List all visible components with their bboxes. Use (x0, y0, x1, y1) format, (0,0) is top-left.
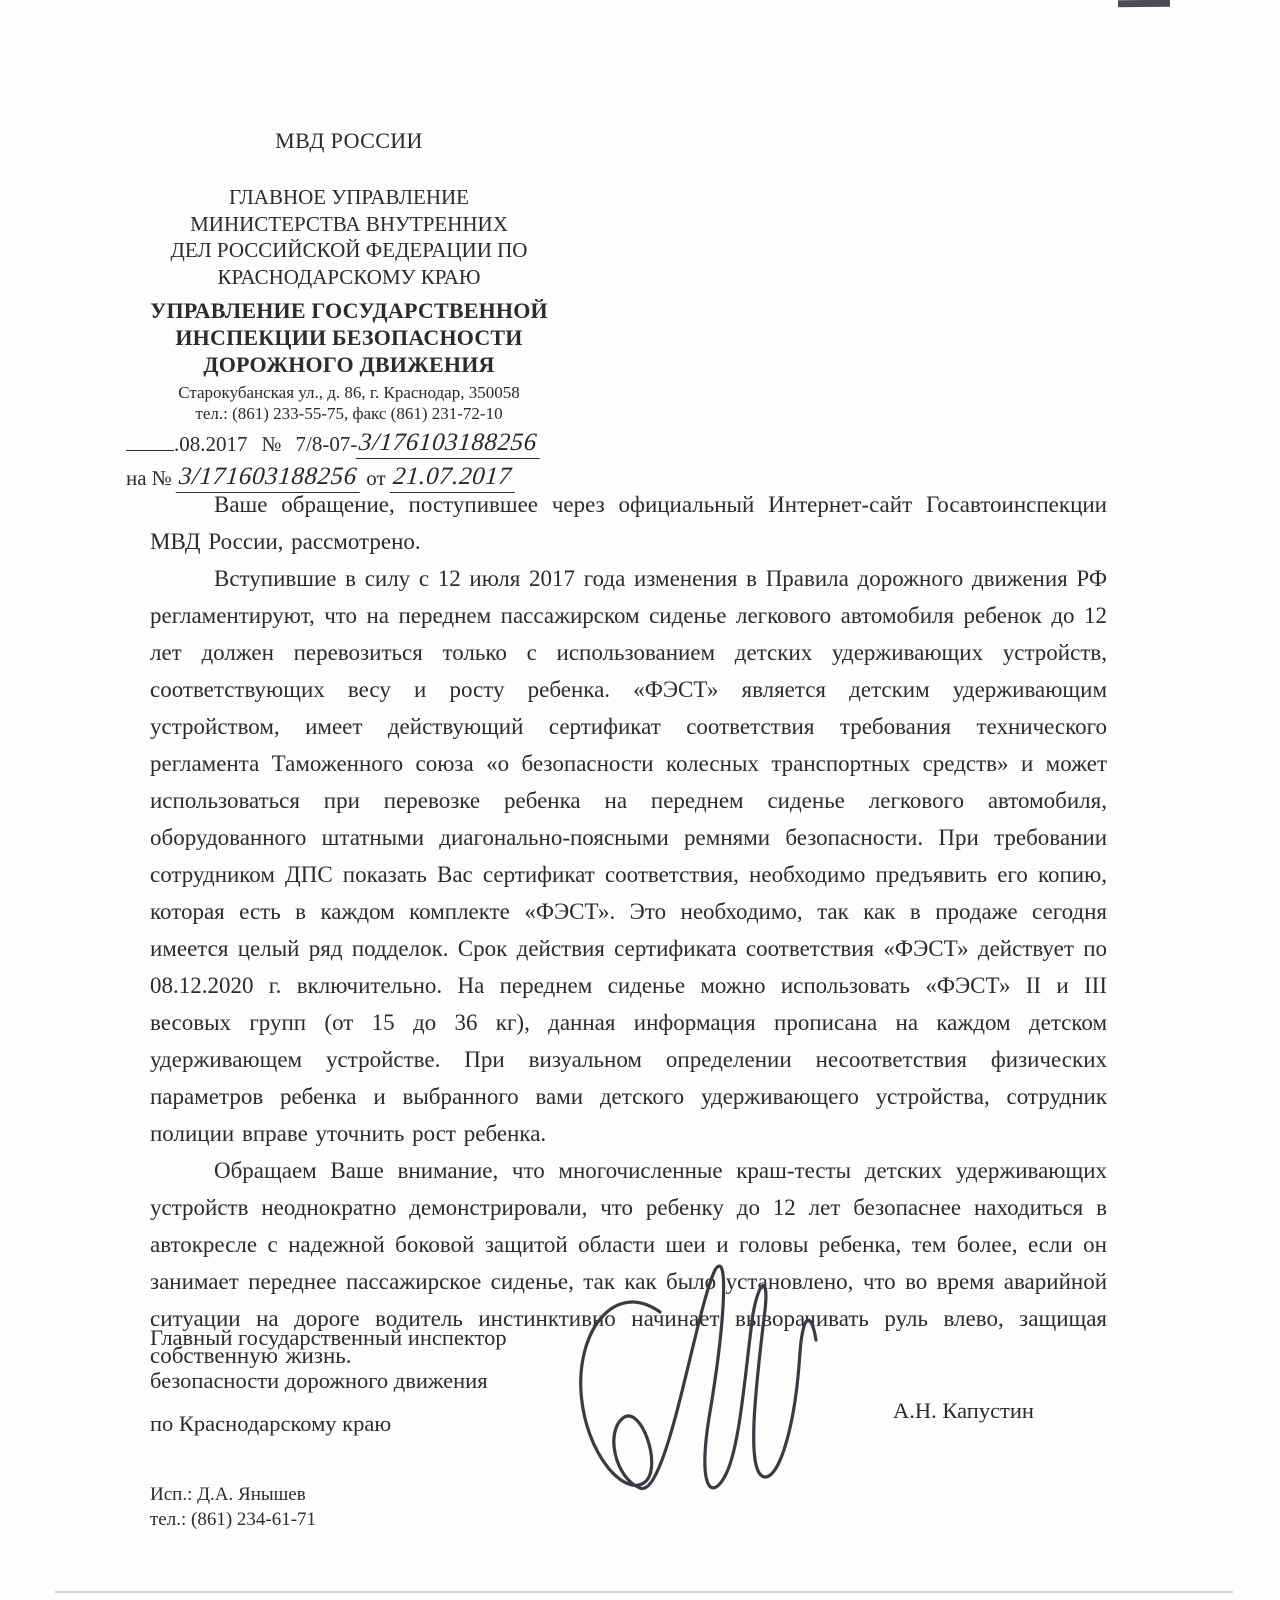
handwritten-signature (545, 1252, 845, 1504)
executor-name: Исп.: Д.А. Янышев (150, 1484, 306, 1505)
paragraph-main: Вступившие в силу с 12 июля 2017 года изменения в Правила дорожного движения РФ регламентируют, что на переднем пассажирском сиденье легкового автомобиля ребенок до 12 лет должен перевозиться только с использованием детских удерживающих устройств, соответствующих весу и росту ребенка. «ФЭСТ» является детским удерживающим устройством, имеет действующий сертификат соответствия требования технического регламента Таможенного союза «о безопасности колесных транспортных средств» и может использоваться при перевозке ребенка на переднем сиденье легкового автомобиля, оборудованного штатными диагонально-поясными ремнями безопасности. При требовании сотрудником ДПС показать Вас сертификат соответствия, необходимо предъявить его копию, которая есть в каждом комплекте «ФЭСТ». Это необходимо, так как в продаже сегодня имеется целый ряд подделок. Срок действия сертификата соответствия «ФЭСТ» действует по 08.12.2020 г. включительно. На переднем сиденье можно использовать «ФЭСТ» II и III весовых групп (от 15 до 36 кг), данная информация прописана на каждом детском удерживающем устройстве. При визуальном определении несоответствия физических параметров ребенка и выбранного вами детского удерживающего устройства, сотрудник полиции вправе уточнить рост ребенка. (150, 566, 1107, 1146)
org-line: МИНИСТЕРСТВА ВНУТРЕННИХ (190, 211, 508, 236)
signer-title-line: Главный государственный инспектор (150, 1325, 507, 1350)
doc-number-handwritten: 3/176103188256 (356, 429, 542, 459)
ref-date-handwritten: 21.07.2017 (390, 463, 517, 493)
number-sign: № (261, 432, 282, 456)
dept-line: ИНСПЕКЦИИ БЕЗОПАСНОСТИ (175, 325, 523, 350)
scan-artifact-bottom-line (55, 1591, 1233, 1593)
date-blank-field (126, 433, 174, 451)
org-line: ГЛАВНОЕ УПРАВЛЕНИЕ (228, 185, 469, 209)
org-line: КРАСНОДАРСКОМУ КРАЮ (217, 264, 481, 289)
department-name-block (126, 297, 572, 378)
executor-phone: тел.: (861) 234-61-71 (150, 1509, 317, 1530)
signer-title-line: безопасности дорожного движения (150, 1368, 488, 1393)
paragraph-note: Обращаем Ваше внимание, что многочисленные краш-тесты детских удерживающих устройств неоднократно демонстрировали, что ребенку до 12 лет безопаснее находиться в автокресле с надежной боковой защитой области шеи и головы ребенка, тем более, если он занимает переднее пассажирское сиденье, так как было установлено, что во время аварийной ситуации на дороге водитель инстинктивно начинает выворачивать руль влево, защищая собственную жизнь. (150, 1158, 1107, 1368)
letter-body (150, 486, 1107, 1374)
org-line: ДЕЛ РОССИЙСКОЙ ФЕДЕРАЦИИ ПО (170, 238, 528, 262)
scan-artifact-top-bar (1118, 0, 1170, 7)
ref-prefix: на № (126, 466, 172, 490)
ref-ot-label: от (366, 466, 386, 490)
org-name-block (126, 184, 572, 290)
dept-line: ДОРОЖНОГО ДВИЖЕНИЯ (203, 352, 495, 377)
dept-line: УПРАВЛЕНИЕ ГОСУДАРСТВЕННОЙ (150, 298, 548, 323)
executor-block (150, 1482, 316, 1532)
letterhead (126, 128, 572, 494)
document-number-line (126, 430, 572, 460)
org-name-top: МВД РОССИИ (275, 128, 423, 153)
signer-title-line: по Краснодарскому краю (150, 1411, 392, 1436)
paragraph-intro: Ваше обращение, поступившее через официальный Интернет-сайт Госавтоинспекции МВД России, рассмотрено. (150, 492, 1107, 554)
ref-number-handwritten: 3/171603188256 (176, 463, 362, 493)
org-phone-fax: тел.: (861) 233-55-75, факс (861) 231-72-10 (195, 404, 503, 423)
doc-number-printed: 7/8-07- (295, 432, 358, 456)
doc-date-printed: .08.2017 (174, 432, 248, 456)
signer-name: А.Н. Капустин (893, 1398, 1034, 1423)
signer-title-block (150, 1316, 507, 1445)
org-address: Старокубанская ул., д. 86, г. Краснодар, 350058 (178, 383, 520, 402)
